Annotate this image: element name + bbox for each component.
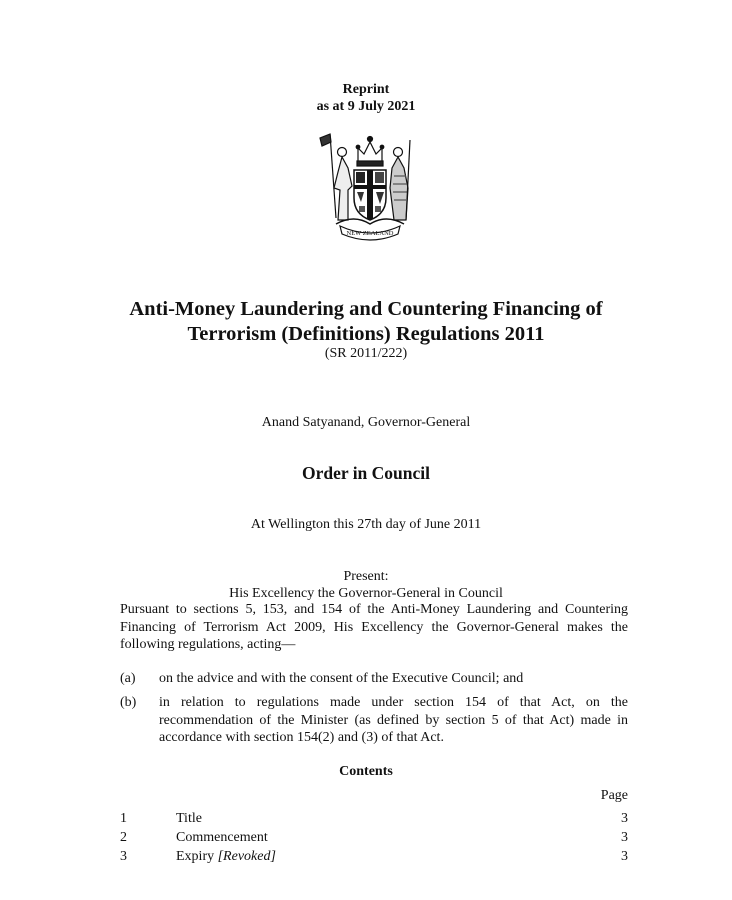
order-in-council-heading: Order in Council [301, 463, 431, 483]
toc-row[interactable] [120, 830, 628, 848]
reprint-date: as at 9 July 2021 [316, 99, 416, 114]
toc-number: 1 [120, 811, 127, 826]
toc-revoked-note: [Revoked] [217, 849, 276, 864]
item-label: (a) [120, 671, 136, 686]
toc-title[interactable] [176, 849, 276, 865]
toc-row[interactable] [120, 849, 628, 867]
place-and-date: At Wellington this 27th day of June 2011 [250, 517, 482, 532]
toc-title-text[interactable]: Title [176, 811, 202, 826]
toc-title[interactable] [176, 811, 202, 827]
contents-heading: Contents [339, 764, 393, 779]
item-text: in relation to regulations made under section 154 of that Act, on the recommendation of the Minister (as defined by section 5 of that Act) made in accordance with section 154(2) and (3) of that Act. [159, 695, 628, 745]
toc-title-text[interactable]: Commencement [176, 830, 268, 845]
enacting-paragraph: Pursuant to sections 5, 153, and 154 of the Anti-Money Laundering and Countering Financing of Terrorism Act 2009, His Excellency the Governor-General makes the following regulations, acting— [120, 602, 628, 652]
toc-number: 2 [120, 830, 127, 845]
toc-number: 3 [120, 849, 127, 864]
new-zealand-coat-of-arms-icon [314, 128, 426, 242]
toc-page: 3 [621, 811, 628, 826]
item-text: on the advice and with the consent of the Executive Council; and [159, 671, 524, 686]
present-label: Present: [343, 569, 389, 584]
crest-banner-text: NEW ZEALAND [346, 230, 394, 237]
present-text: His Excellency the Governor-General in Council [229, 586, 503, 601]
sr-number: (SR 2011/222) [324, 346, 408, 361]
contents-page-label: Page [600, 788, 628, 803]
toc-title-text[interactable]: Expiry [176, 849, 215, 864]
reprint-notice [0, 81, 732, 115]
title-line-2: Terrorism (Definitions) Regulations 2011 [187, 323, 545, 345]
item-label: (b) [120, 695, 137, 710]
toc-title[interactable] [176, 830, 268, 846]
title-line-1: Anti-Money Laundering and Countering Financing of [129, 298, 603, 320]
present-block [0, 568, 732, 602]
toc-row[interactable] [120, 811, 628, 829]
regulation-title [0, 297, 732, 347]
toc-page: 3 [621, 849, 628, 864]
toc-page: 3 [621, 830, 628, 845]
reprint-label: Reprint [342, 82, 390, 97]
governor-general-name: Anand Satyanand, Governor-General [261, 415, 471, 430]
